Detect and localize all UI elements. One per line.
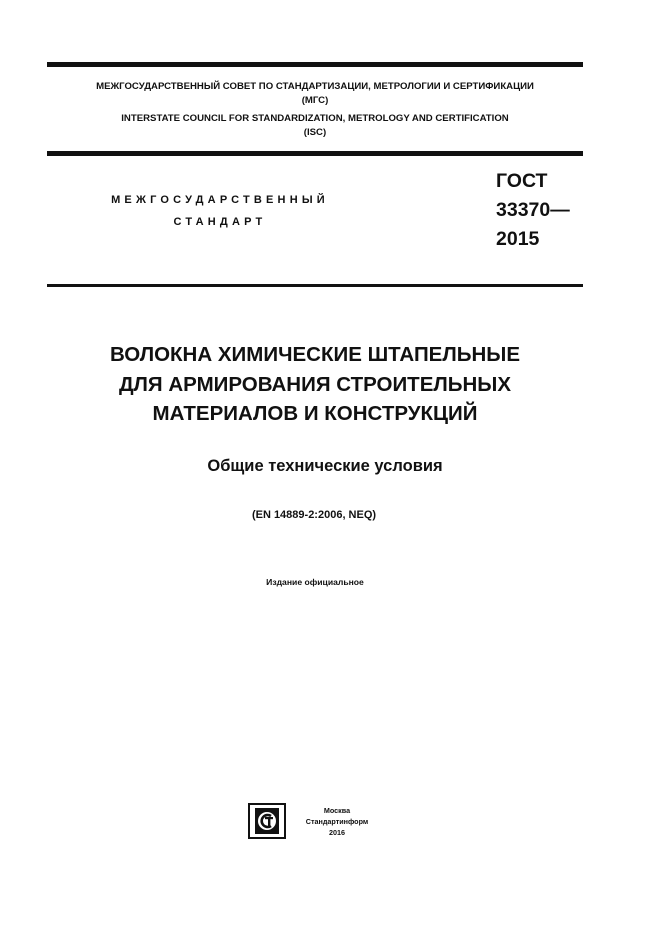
designation-rule [47, 284, 583, 287]
gost-label: ГОСТ [496, 170, 548, 192]
title-line1: ВОЛОКНА ХИМИЧЕСКИЕ ШТАПЕЛЬНЫЕ [109, 343, 521, 366]
gost-number: 33370— [496, 199, 570, 221]
interstate-standard-label [100, 189, 340, 233]
title-line3: МАТЕРИАЛОВ И КОНСТРУКЦИЙ [152, 402, 478, 425]
top-rule [47, 62, 583, 67]
gost-year: 2015 [496, 228, 540, 250]
title-line2: ДЛЯ АРМИРОВАНИЯ СТРОИТЕЛЬНЫХ [118, 372, 512, 396]
council-ru-abbr: (МГС) [301, 95, 329, 106]
gost-designation [496, 167, 570, 254]
council-en-name: INTERSTATE COUNCIL FOR STANDARDIZATION, METROLOGY AND CERTIFICATION [121, 113, 509, 124]
council-ru-name: МЕЖГОСУДАРСТВЕННЫЙ СОВЕТ ПО СТАНДАРТИЗАЦИИ, МЕТРОЛОГИИ И СЕРТИФИКАЦИИ [96, 81, 534, 92]
council-en-abbr: (ISC) [303, 127, 327, 138]
edition-label: Издание официальное [266, 577, 364, 587]
header-rule [47, 151, 583, 156]
interstate-label-line2: СТАНДАРТ [173, 216, 267, 228]
publisher-name: Стандартинформ [305, 817, 369, 826]
standartinform-logo-icon [248, 803, 286, 839]
publisher-year: 2016 [329, 828, 345, 837]
publisher-info [292, 805, 382, 838]
council-en [47, 112, 583, 140]
interstate-label-line1: МЕЖГОСУДАРСТВЕННЫЙ [111, 194, 329, 206]
council-ru [47, 80, 583, 108]
publisher-city: Москва [323, 806, 351, 815]
document-subtitle: Общие технические условия [207, 457, 443, 475]
document-title [47, 340, 583, 429]
standard-reference: (EN 14889-2:2006, NEQ) [251, 509, 377, 521]
